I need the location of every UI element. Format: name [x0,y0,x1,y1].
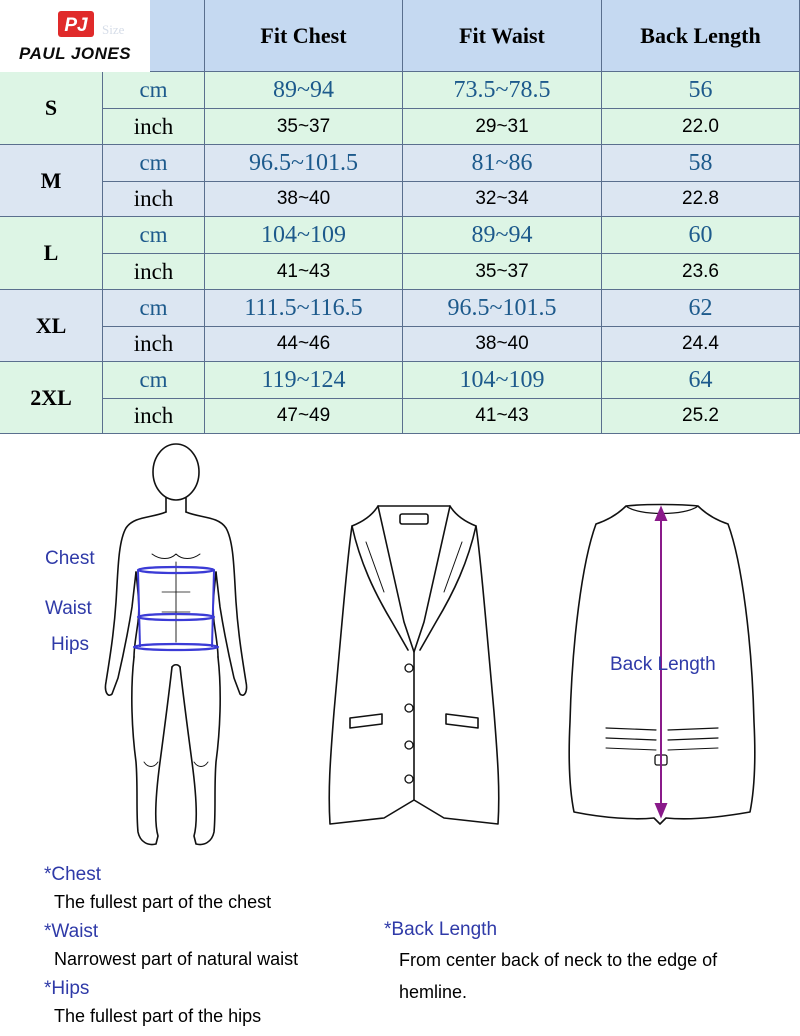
back-length-cm-value: 60 [688,221,713,248]
unit-cell-cm [103,217,205,254]
back-length-label: Back Length [610,654,716,675]
unit-cell-inch [103,182,205,217]
header-fit-waist-label: Fit Waist [459,22,545,48]
note-chest-text: The fullest part of the chest [54,892,272,912]
brand-logo-icon [56,10,96,38]
waist-inch-value: 29~31 [475,115,529,137]
table-cell [602,145,800,182]
chest-cm-value: 111.5~116.5 [244,294,363,321]
unit-cell-inch [103,399,205,434]
table-cell [205,290,403,327]
waist-cm-value: 73.5~78.5 [453,76,551,103]
unit-cell-inch [103,254,205,290]
back-length-cm-value: 62 [688,294,713,321]
table-cell [602,72,800,109]
table-cell [403,72,602,109]
chest-inch-value: 44~46 [276,333,331,354]
table-cell [205,182,403,217]
back-length-inch-value: 22.0 [682,115,719,137]
table-cell [205,145,403,182]
header-back-length [602,0,800,72]
brand-name: PAUL JONES [19,44,132,63]
table-cell [205,72,403,109]
note-back-length-title: *Back Length [384,919,498,940]
size-cell-xl [0,290,103,362]
chest-cm-value: 104~109 [261,221,346,248]
unit-inch-label: inch [133,258,174,284]
note-back-length-text-line2: hemline. [399,982,468,1002]
size-label: L [43,240,59,265]
vest-front-icon [326,502,502,838]
unit-cell-cm [103,362,205,399]
chest-inch-value: 47~49 [276,405,331,426]
svg-text:PJ: PJ [64,15,88,36]
table-cell [403,145,602,182]
measurement-illustrations [0,436,800,856]
waist-cm-value: 89~94 [471,221,533,248]
unit-cell-inch [103,327,205,362]
unit-cm-label: cm [139,77,168,102]
table-cell [602,217,800,254]
body-figure-icon [100,442,250,854]
unit-cm-label: cm [139,367,168,392]
header-fit-chest-label: Fit Chest [260,22,347,48]
size-cell-2xl [0,362,103,434]
faint-size-text: Size [102,22,125,37]
header-fit-waist [403,0,602,72]
unit-inch-label: inch [133,331,174,356]
back-length-cm-value: 64 [688,366,713,393]
waist-label: Waist [45,598,92,619]
table-cell [403,254,602,290]
unit-cm-label: cm [139,295,168,320]
unit-cell-cm [103,145,205,182]
waist-inch-value: 32~34 [475,188,529,209]
table-cell [403,399,602,434]
waist-cm-value: 81~86 [471,149,533,176]
table-cell [602,399,800,434]
table-cell [205,327,403,362]
size-cell-l [0,217,103,290]
note-waist-text: Narrowest part of natural waist [54,949,299,969]
unit-cm-label: cm [139,150,168,175]
back-length-cm-value: 58 [688,149,713,176]
table-cell [205,109,403,145]
waist-inch-value: 38~40 [475,333,529,354]
back-length-inch-value: 22.8 [682,188,719,209]
unit-inch-label: inch [133,403,174,428]
table-cell [403,362,602,399]
note-chest-title: *Chest [44,864,102,885]
unit-cell-cm [103,290,205,327]
chest-inch-value: 35~37 [276,115,331,137]
chest-label: Chest [45,548,95,569]
unit-cell-inch [103,109,205,145]
size-label: S [44,95,58,120]
chest-inch-value: 41~43 [276,260,331,282]
table-cell [205,217,403,254]
header-back-length-label: Back Length [640,22,761,48]
table-cell [602,254,800,290]
table-cell [403,109,602,145]
size-label: M [40,167,62,193]
size-chart-table [0,0,800,434]
note-hips-text: The fullest part of the hips [54,1006,262,1026]
waist-inch-value: 35~37 [475,260,529,282]
header-fit-chest [205,0,403,72]
table-cell [602,290,800,327]
unit-cell-cm [103,72,205,109]
unit-inch-label: inch [133,186,174,211]
table-cell [205,362,403,399]
note-waist-title: *Waist [44,921,99,942]
size-cell-m [0,145,103,217]
note-hips-title: *Hips [44,978,90,999]
header-blank-cell [150,0,205,72]
note-back-length-text-line1: From center back of neck to the edge of [399,950,718,970]
table-cell [205,399,403,434]
unit-cm-label: cm [139,222,168,247]
chest-inch-value: 38~40 [276,188,331,209]
waist-cm-value: 104~109 [459,366,545,393]
table-cell [602,327,800,362]
table-cell [602,362,800,399]
size-cell-s [0,72,103,145]
table-cell [403,327,602,362]
size-label: 2XL [30,384,72,410]
table-cell [602,182,800,217]
chest-cm-value: 89~94 [273,76,334,103]
table-cell [602,109,800,145]
size-label: XL [35,312,67,338]
back-length-inch-value: 24.4 [682,333,719,354]
unit-inch-label: inch [133,113,174,139]
brand-logo-cell [0,0,150,72]
back-length-cm-value: 56 [688,76,713,103]
back-length-inch-value: 23.6 [682,260,719,282]
chest-cm-value: 96.5~101.5 [249,149,358,176]
back-length-inch-value: 25.2 [682,405,719,426]
hips-label: Hips [51,634,90,655]
waist-cm-value: 96.5~101.5 [447,294,557,321]
waist-inch-value: 41~43 [475,405,529,426]
chest-cm-value: 119~124 [261,366,346,393]
hips-measure-line [134,644,218,650]
table-cell [205,254,403,290]
table-cell [403,217,602,254]
table-cell [403,182,602,217]
table-cell [403,290,602,327]
